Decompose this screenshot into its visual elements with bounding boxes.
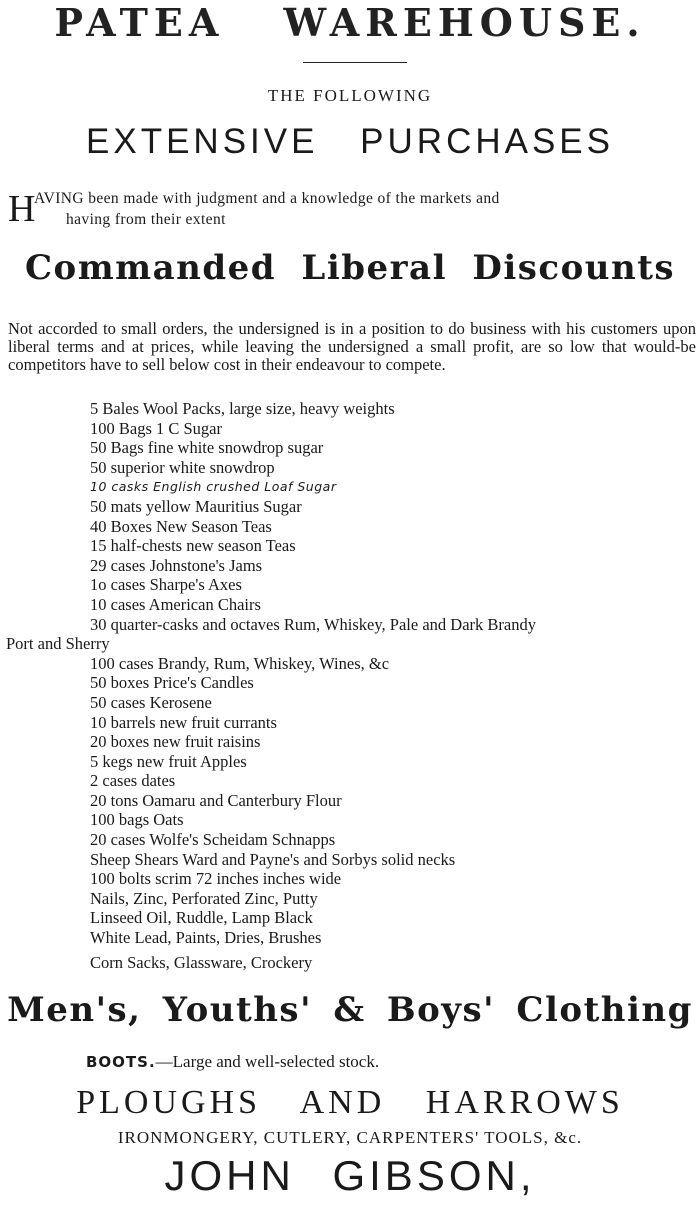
list-item: 50 Bags fine white snowdrop sugar bbox=[90, 438, 324, 458]
list-item: 29 cases Johnstone's Jams bbox=[90, 555, 263, 575]
list-item: Nails, Zinc, Perforated Zinc, Putty bbox=[90, 888, 318, 908]
list-item: 10 barrels new fruit currants bbox=[90, 712, 277, 732]
boots-label: BOOTS. bbox=[86, 1053, 156, 1071]
clothing-banner: Men's, Youths' & Boys' Clothing bbox=[7, 990, 693, 1030]
goods-list bbox=[0, 399, 700, 972]
list-item: Port and Sherry bbox=[6, 634, 110, 654]
ploughs-banner: PLOUGHS AND HARROWS bbox=[76, 1084, 624, 1121]
list-item: 10 cases American Chairs bbox=[90, 594, 261, 614]
list-item: 50 mats yellow Mauritius Sugar bbox=[90, 496, 302, 516]
list-item: 15 half-chests new season Teas bbox=[90, 536, 296, 556]
subtitle: THE FOLLOWING bbox=[267, 86, 433, 105]
list-item: 100 bolts scrim 72 inches inches wide bbox=[90, 869, 342, 889]
list-item: 40 Boxes New Season Teas bbox=[90, 516, 272, 536]
discounts-banner: Commanded Liberal Discounts bbox=[24, 248, 676, 288]
page-title: PATEA WAREHOUSE. bbox=[54, 0, 646, 45]
title-divider bbox=[303, 62, 407, 63]
list-item: 100 Bags 1 C Sugar bbox=[90, 418, 222, 438]
signature: JOHN GIBSON, bbox=[164, 1152, 536, 1199]
drop-cap: H bbox=[8, 188, 36, 230]
purchases-banner: EXTENSIVE PURCHASES bbox=[86, 122, 614, 161]
boots-text: —Large and well-selected stock. bbox=[155, 1052, 380, 1071]
list-item: 5 Bales Wool Packs, large size, heavy weights bbox=[90, 399, 395, 418]
hardware-line: IRONMONGERY, CUTLERY, CARPENTERS' TOOLS, &c. bbox=[117, 1128, 583, 1147]
boots-line bbox=[86, 1052, 379, 1072]
body-paragraph: Not accorded to small orders, the undersigned is in a position to do business with his customers upon liberal terms and at prices, while leaving the undersigned a small profit, are so low that would-be competitors have to sell below cost in their endeavour to compete. bbox=[8, 319, 696, 374]
list-item: 10 casks English crushed Loaf Sugar bbox=[90, 479, 337, 495]
list-item: 50 superior white snowdrop bbox=[90, 457, 275, 477]
list-item: White Lead, Paints, Dries, Brushes bbox=[90, 928, 322, 948]
intro-line-2: having from their extent bbox=[66, 211, 226, 228]
list-item: 20 cases Wolfe's Scheidam Schnapps bbox=[90, 830, 336, 850]
list-item: 20 tons Oamaru and Canterbury Flour bbox=[90, 790, 342, 810]
intro-line-1: AVING been made with judgment and a knowledge of the markets and bbox=[34, 190, 500, 207]
list-item: 20 boxes new fruit raisins bbox=[90, 732, 261, 752]
list-item: Linseed Oil, Ruddle, Lamp Black bbox=[90, 908, 313, 928]
list-item: 50 cases Kerosene bbox=[90, 692, 212, 712]
list-item: 1o cases Sharpe's Axes bbox=[90, 575, 242, 595]
intro-block bbox=[8, 188, 700, 230]
list-item: Corn Sacks, Glassware, Crockery bbox=[90, 952, 313, 972]
list-item: 5 kegs new fruit Apples bbox=[90, 751, 247, 771]
list-item: 30 quarter-casks and octaves Rum, Whiskey, Pale and Dark Brandy bbox=[90, 614, 536, 634]
list-item: 2 cases dates bbox=[90, 771, 176, 791]
list-item: 100 bags Oats bbox=[90, 810, 184, 830]
list-item: 100 cases Brandy, Rum, Whiskey, Wines, &c bbox=[90, 653, 390, 673]
list-item: 50 boxes Price's Candles bbox=[90, 673, 254, 693]
list-item: Sheep Shears Ward and Payne's and Sorbys solid necks bbox=[90, 849, 456, 869]
